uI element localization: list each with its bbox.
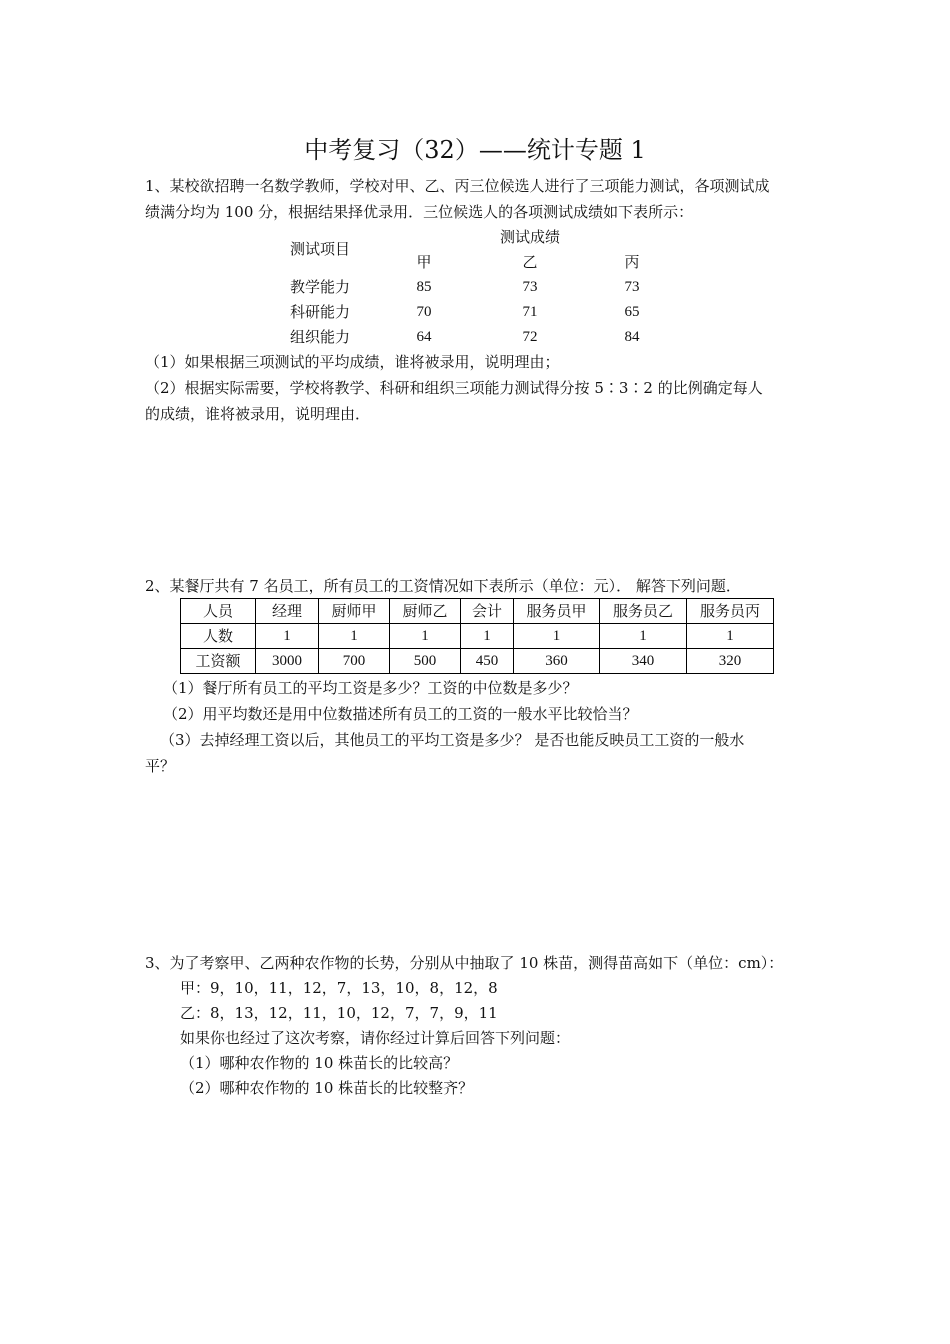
q1-score: 70 bbox=[416, 304, 432, 320]
q1-score: 71 bbox=[522, 304, 538, 320]
q1-candidate-bing: 丙 bbox=[624, 253, 640, 271]
q1-row-item: 组织能力 bbox=[289, 328, 350, 346]
q1-score: 73 bbox=[624, 279, 640, 295]
q1-row-item: 教学能力 bbox=[289, 278, 350, 296]
table-cell: 360 bbox=[514, 649, 600, 674]
q1-sub2-line2: 的成绩，谁将被录用，说明理由． bbox=[145, 405, 371, 423]
table-row bbox=[181, 624, 774, 649]
q2-sub2: （2）用平均数还是用中位数描述所有员工的工资的一般水平比较恰当？ bbox=[163, 705, 638, 723]
table-cell: 服务员丙 bbox=[687, 599, 774, 624]
table-cell: 500 bbox=[390, 649, 461, 674]
q3-data-jia: 甲：9，10，11，12，7，13，10，8，12，8 bbox=[180, 979, 498, 997]
q1-sub1: （1）如果根据三项测试的平均成绩，谁将被录用，说明理由； bbox=[145, 353, 560, 371]
q1-text-line1: 1、某校欲招聘一名数学教师，学校对甲、乙、丙三位候选人进行了三项能力测试，各项测试成 bbox=[145, 177, 770, 195]
q1-row-item: 科研能力 bbox=[289, 303, 350, 321]
table-cell: 1 bbox=[600, 624, 687, 649]
table-cell: 人员 bbox=[181, 599, 256, 624]
table-cell: 会计 bbox=[461, 599, 514, 624]
q1-score: 85 bbox=[416, 279, 432, 295]
q1-candidate-jia: 甲 bbox=[416, 253, 432, 271]
table-cell: 3000 bbox=[256, 649, 319, 674]
table-cell: 1 bbox=[687, 624, 774, 649]
q1-sub2-line1: （2）根据实际需要，学校将教学、科研和组织三项能力测试得分按 5∶3∶2 的比例确定每人 bbox=[145, 379, 763, 397]
table-cell: 450 bbox=[461, 649, 514, 674]
q2-sub1: （1）餐厅所有员工的平均工资是多少？工资的中位数是多少？ bbox=[163, 679, 578, 697]
q1-score: 73 bbox=[522, 279, 538, 295]
table-cell: 1 bbox=[514, 624, 600, 649]
q1-score: 65 bbox=[624, 304, 640, 320]
table-cell: 厨师乙 bbox=[390, 599, 461, 624]
table-cell: 工资额 bbox=[181, 649, 256, 674]
q1-score: 64 bbox=[416, 329, 432, 345]
q2-wage-table bbox=[180, 598, 774, 674]
q1-score: 72 bbox=[522, 329, 538, 345]
table-row bbox=[181, 599, 774, 624]
table-cell: 人数 bbox=[181, 624, 256, 649]
table-cell: 1 bbox=[461, 624, 514, 649]
q2-sub3-line2: 平？ bbox=[145, 757, 176, 775]
table-cell: 厨师甲 bbox=[319, 599, 390, 624]
table-cell: 340 bbox=[600, 649, 687, 674]
q1-text-line2: 绩满分均为 100 分，根据结果择优录用．三位候选人的各项测试成绩如下表所示： bbox=[145, 203, 694, 221]
q2-text-line1: 2、某餐厅共有 7 名员工，所有员工的工资情况如下表所示（单位：元）． 解答下列问题． bbox=[145, 577, 741, 595]
page-title: 中考复习（32）——统计专题 1 bbox=[304, 136, 646, 164]
table-cell: 服务员乙 bbox=[600, 599, 687, 624]
q3-text-line1: 3、为了考察甲、乙两种农作物的长势，分别从中抽取了 10 株苗，测得苗高如下（单位：cm）： bbox=[145, 954, 784, 972]
q1-candidate-yi: 乙 bbox=[522, 253, 538, 271]
table-cell: 1 bbox=[319, 624, 390, 649]
table-row bbox=[181, 649, 774, 674]
q3-intro: 如果你也经过了这次考察，请你经过计算后回答下列问题： bbox=[180, 1029, 571, 1047]
table-cell: 经理 bbox=[256, 599, 319, 624]
q1-col-header: 测试项目 bbox=[289, 240, 350, 258]
table-cell: 1 bbox=[390, 624, 461, 649]
table-cell: 服务员甲 bbox=[514, 599, 600, 624]
q1-group-header: 测试成绩 bbox=[499, 228, 560, 246]
table-cell: 1 bbox=[256, 624, 319, 649]
q3-sub2: （2）哪种农作物的 10 株苗长的比较整齐？ bbox=[180, 1079, 474, 1097]
q2-sub3-line1: （3）去掉经理工资以后，其他员工的平均工资是多少？ 是否也能反映员工工资的一般水 bbox=[160, 731, 745, 749]
q3-sub1: （1）哪种农作物的 10 株苗长的比较高？ bbox=[180, 1054, 459, 1072]
q1-score: 84 bbox=[624, 329, 640, 345]
q3-data-yi: 乙：8，13，12，11，10，12，7，7，9，11 bbox=[180, 1004, 498, 1022]
table-cell: 320 bbox=[687, 649, 774, 674]
table-cell: 700 bbox=[319, 649, 390, 674]
